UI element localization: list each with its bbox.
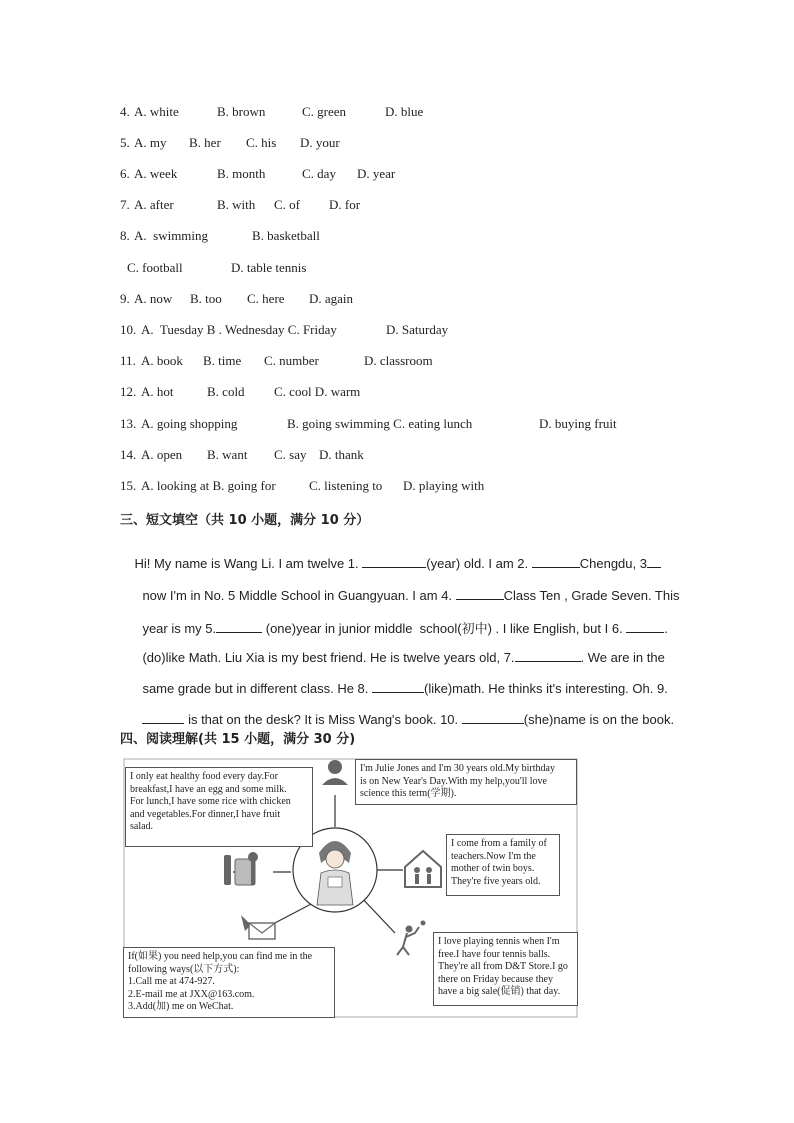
- healthy-food-box: [125, 767, 313, 847]
- blank-4[interactable]: [456, 587, 504, 600]
- section-4-heading: 四、阅读理解(共 15 小题，满分 30 分): [120, 732, 356, 747]
- introduction-box: [355, 759, 577, 805]
- option-d: D. again: [309, 291, 354, 306]
- box-text-line: I come from a family of: [451, 838, 547, 849]
- question-number: 9.: [120, 291, 130, 306]
- option-c: C. of: [274, 197, 300, 212]
- option-b: B. basketball: [252, 228, 320, 243]
- option-b: B. with: [217, 197, 256, 212]
- option-a: A. after: [134, 197, 174, 212]
- passage-text: .: [664, 621, 668, 636]
- box-text-line: If(如果) you need help,you can find me in the: [128, 951, 313, 962]
- house-family-icon: [405, 851, 441, 887]
- option-c: C. say: [274, 447, 307, 462]
- passage-text: Chengdu, 3: [579, 556, 647, 571]
- option-d: D. year: [357, 166, 396, 181]
- connector-line: [271, 902, 315, 925]
- passage-text: same grade but in different class. He 8.: [142, 681, 373, 696]
- tennis-box: [433, 932, 578, 1006]
- box-text-line: They're five years old.: [451, 875, 541, 887]
- passage-text: (one)year in junior middle school(初中) . I like English, but I 6.: [262, 621, 627, 636]
- option-c: C. listening to: [309, 478, 383, 493]
- option-a: A. now: [134, 291, 173, 306]
- option-d: D. playing with: [403, 478, 485, 493]
- box-text-line: 3.Add(加) me on WeChat.: [128, 1001, 234, 1012]
- box-text-line: breakfast,I have an egg and some milk.: [130, 783, 287, 795]
- option-b: B. her: [189, 135, 221, 150]
- question-number: 10.: [120, 322, 137, 337]
- question-number: 4.: [120, 104, 130, 119]
- teacher-woman-icon: [317, 841, 353, 905]
- person-icon: [322, 760, 348, 785]
- blank-3[interactable]: [647, 555, 661, 568]
- option-a: A. swimming: [134, 228, 209, 243]
- passage-text: year is my 5.: [142, 621, 217, 636]
- box-text-line: 1.Call me at 474-927.: [128, 976, 215, 987]
- option-d: D. buying fruit: [539, 416, 617, 431]
- blank-7[interactable]: [515, 649, 581, 662]
- passage-text: (do)like Math. Liu Xia is my best friend. He is twelve years old, 7.: [142, 650, 515, 665]
- blank-9[interactable]: [142, 711, 184, 724]
- passage-text: (she)name is on the book.: [523, 712, 675, 727]
- question-number: 11.: [120, 353, 136, 368]
- option-a: A. open: [141, 447, 183, 462]
- box-text-line: I only eat healthy food every day.For: [130, 771, 278, 782]
- box-text-line: For lunch,I have some rice with chicken: [130, 796, 291, 807]
- option-b: B. want: [207, 447, 248, 462]
- box-text-line: there on Friday because they: [438, 973, 553, 985]
- box-text-line: science this term(学期).: [360, 788, 457, 799]
- option-c: C. green: [302, 104, 347, 119]
- option-a: A. going shopping: [141, 416, 238, 431]
- option-d: D. table tennis: [231, 260, 307, 275]
- box-text-line: They're all from D&T Store.I go: [438, 961, 568, 972]
- option-b: B. month: [217, 166, 266, 181]
- box-text-line: salad.: [130, 821, 154, 832]
- option-a: A. white: [134, 104, 179, 119]
- box-text-line: I'm Julie Jones and I'm 30 years old.My birthday: [360, 763, 555, 774]
- option-c: C. his: [246, 135, 277, 150]
- question-number: 5.: [120, 135, 130, 150]
- box-text-line: mother of twin boys.: [451, 863, 535, 874]
- passage-text: Class Ten , Grade Seven. This: [503, 588, 680, 603]
- option-a: A. hot: [141, 384, 174, 399]
- option-c: C. day: [302, 166, 336, 181]
- contact-ways-box: [123, 947, 335, 1018]
- box-text-line: have a big sale(促销) that day.: [438, 986, 561, 997]
- passage-text: (year) old. I am 2.: [426, 556, 532, 571]
- question-number: 15.: [120, 478, 137, 493]
- option-cd: C. cool D. warm: [274, 384, 361, 399]
- option-d: D. your: [300, 135, 340, 150]
- passage-text: now I'm in No. 5 Middle School in Guangyuan. I am 4.: [142, 588, 456, 603]
- question-number: 8.: [120, 228, 130, 243]
- box-text-line: following ways(以下方式):: [128, 963, 240, 975]
- box-text-line: I love playing tennis when I'm: [438, 936, 560, 947]
- option-b: B. time: [203, 353, 242, 368]
- section-3-heading: 三、短文填空（共 10 小题，满分 10 分）: [120, 513, 370, 528]
- box-text-line: teachers.Now I'm the: [451, 850, 536, 862]
- option-b: B. cold: [207, 384, 245, 399]
- passage-text: . We are in the: [580, 650, 665, 665]
- question-number: 13.: [120, 416, 137, 431]
- option-abc: A. Tuesday B . Wednesday C. Friday: [141, 322, 337, 337]
- box-text-line: free.I have four tennis balls.: [438, 948, 551, 960]
- box-text-line: and vegetables.For dinner,I have fruit: [130, 808, 281, 820]
- option-d: D. classroom: [364, 353, 433, 368]
- question-number: 7.: [120, 197, 130, 212]
- option-a: A. week: [134, 166, 178, 181]
- blank-1[interactable]: [362, 555, 426, 568]
- box-text-line: 2.E-mail me at JXX@163.com.: [128, 988, 255, 1000]
- option-a: A. book: [141, 353, 183, 368]
- question-number: 12.: [120, 384, 137, 399]
- option-d: D. blue: [385, 104, 424, 119]
- reading-figure: [123, 755, 578, 1020]
- option-b: B. too: [190, 291, 222, 306]
- passage-text: Hi! My name is Wang Li. I am twelve 1.: [134, 556, 363, 571]
- question-number: 14.: [120, 447, 137, 462]
- question-number: 6.: [120, 166, 130, 181]
- option-d: D. for: [329, 197, 361, 212]
- family-box: [446, 834, 560, 896]
- blank-10[interactable]: [462, 711, 524, 724]
- option-c: C. football: [127, 260, 183, 275]
- option-d: D. thank: [319, 447, 364, 462]
- blank-5[interactable]: [216, 620, 262, 633]
- option-ab: A. looking at B. going for: [141, 478, 276, 493]
- tennis-player-icon: [397, 921, 426, 956]
- blank-8[interactable]: [372, 680, 424, 693]
- option-bc: B. going swimming C. eating lunch: [287, 416, 473, 431]
- fork-knife-utensils-icon: [224, 852, 258, 885]
- option-c: C. here: [247, 291, 285, 306]
- option-d: D. Saturday: [386, 322, 449, 337]
- blank-2[interactable]: [532, 555, 580, 568]
- option-b: B. brown: [217, 104, 266, 119]
- passage-text: is that on the desk? It is Miss Wang's book. 10.: [184, 712, 462, 727]
- option-a: A. my: [134, 135, 167, 150]
- phone-email-icon: [241, 915, 275, 939]
- passage-text: (like)math. He thinks it's interesting. Oh. 9.: [424, 681, 668, 696]
- box-text-line: is on New Year's Day.With my help,you'll love: [360, 775, 547, 787]
- blank-6[interactable]: [626, 620, 664, 633]
- option-c: C. number: [264, 353, 319, 368]
